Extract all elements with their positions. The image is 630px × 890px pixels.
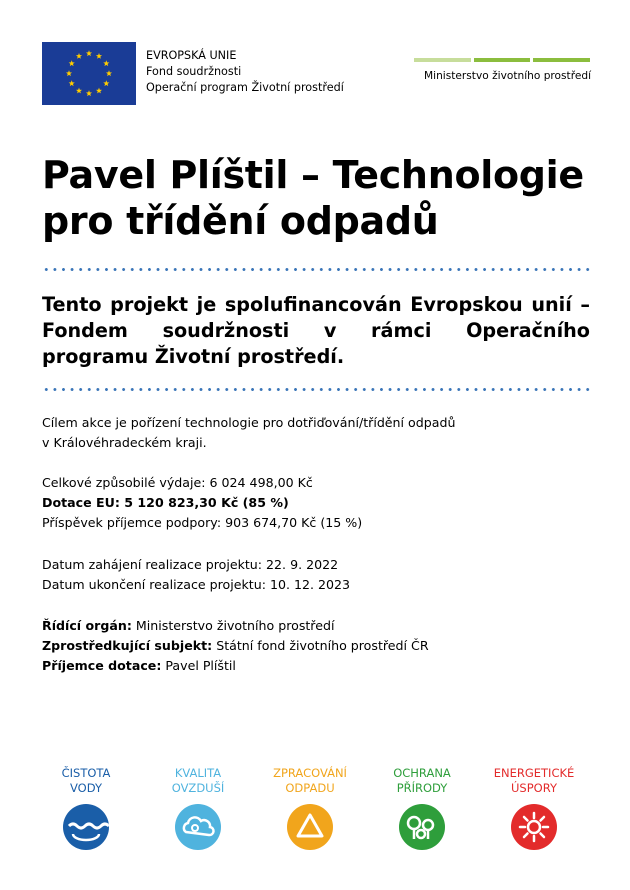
ministry-name: Ministerstvo životního prostředí <box>424 70 592 82</box>
priority-nature <box>372 766 472 850</box>
ministry-logo <box>414 58 590 82</box>
cofinancing-statement: Tento projekt je spolufinancován Evropskou unií – Fondem soudržnosti v rámci Operačního programu Životní prostředí. <box>42 293 590 368</box>
page-title: Pavel Plíštil – Technologie pro třídění odpadů <box>42 153 584 243</box>
dotted-divider-top <box>42 268 590 271</box>
ministry-bars <box>414 58 590 62</box>
programme-label: Operační program Životní prostředí <box>146 81 344 94</box>
aim-line-2: v Královéhradeckém kraji. <box>42 435 207 450</box>
aim-line-1: Cílem akce je pořízení technologie pro dotřiďování/třídění odpadů <box>42 415 456 430</box>
end-date: Datum ukončení realizace projektu: 10. 12. 2023 <box>42 577 351 592</box>
priority-label-2: ODPADU <box>285 781 335 795</box>
eu-flag-logo <box>42 42 136 105</box>
priority-energy <box>484 766 584 850</box>
priority-water <box>36 766 136 850</box>
priority-label-1: ENERGETICKÉ <box>493 766 575 780</box>
grant-recipient: Příjemce dotace: Pavel Plíštil <box>42 658 236 673</box>
priority-label-2: OVZDUŠÍ <box>171 781 225 795</box>
air-icon <box>175 804 221 850</box>
eu-text-block <box>146 48 344 96</box>
priority-label-2: VODY <box>70 781 102 795</box>
priority-label-1: OCHRANA <box>393 766 451 780</box>
eu-stars-icon <box>42 42 136 105</box>
nature-icon <box>399 804 445 850</box>
managing-authority: Řídící orgán: Ministerstvo životního prostředí <box>42 618 335 633</box>
beneficiary-share: Příspěvek příjemce podpory: 903 674,70 Kč (15 %) <box>42 515 363 530</box>
intermediate-body: Zprostředkující subjekt: Státní fond životního prostředí ČR <box>42 638 429 653</box>
total-costs: Celkové způsobilé výdaje: 6 024 498,00 Kč <box>42 475 313 490</box>
priority-label-2: PŘÍRODY <box>396 781 448 795</box>
eu-grant: Dotace EU: 5 120 823,30 Kč (85 %) <box>42 495 289 510</box>
water-icon <box>63 804 109 850</box>
start-date: Datum zahájení realizace projektu: 22. 9. 2022 <box>42 557 339 572</box>
energy-icon <box>511 804 557 850</box>
priority-label-1: ZPRACOVÁNÍ <box>273 766 347 780</box>
priority-label-2: ÚSPORY <box>511 781 557 795</box>
priority-waste <box>260 766 360 850</box>
priority-label-1: KVALITA <box>174 766 222 780</box>
priority-label-1: ČISTOTA <box>61 766 111 780</box>
programme-priorities <box>40 766 600 866</box>
bodies-block <box>42 616 590 676</box>
eu-union-label: EVROPSKÁ UNIE <box>146 49 237 62</box>
finance-block <box>42 473 590 533</box>
header <box>42 42 590 106</box>
waste-icon <box>287 804 333 850</box>
project-aim <box>42 413 590 453</box>
priority-air <box>148 766 248 850</box>
cohesion-fund-label: Fond soudržnosti <box>146 65 242 78</box>
dotted-divider-bottom <box>42 388 590 391</box>
dates-block <box>42 555 590 595</box>
